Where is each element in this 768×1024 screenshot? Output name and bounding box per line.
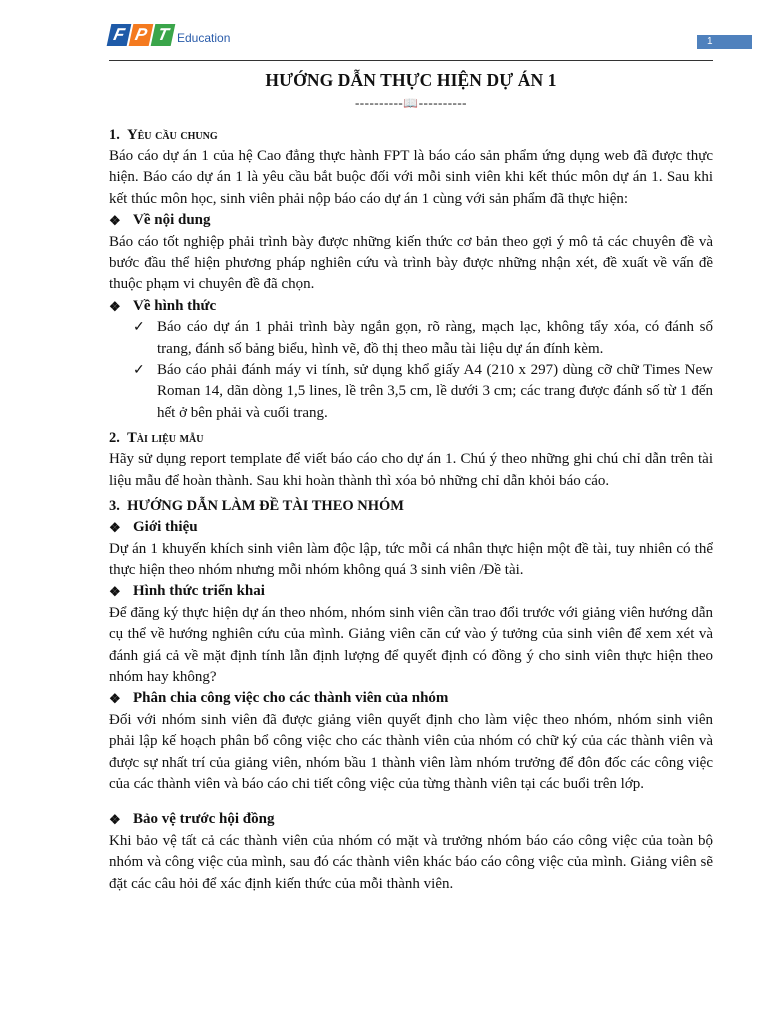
title-divider (109, 95, 713, 111)
section-2-paragraph: Hãy sử dụng report template để viết báo cáo cho dự án 1. Chú ý theo những ghi chú chỉ dẫn trên tài liệu mẫu để hoàn thành. Sau khi hoàn thành thì xóa bỏ những chỉ dẫn khỏi báo cáo. (109, 451, 713, 489)
spacer (109, 795, 713, 809)
subsection-intro-paragraph: Dự án 1 khuyến khích sinh viên làm độc lập, tức mỗi cá nhân thực hiện một đề tài, tuy nhiên có thể thực hiện theo nhóm nhưng mỗi nhóm không quá 3 sinh viên /Đề tài. (109, 540, 713, 578)
header-rule (109, 60, 713, 61)
fpt-logo-letters (109, 24, 173, 46)
logo-letter-t: T (151, 24, 176, 46)
book-icon: 📖 (403, 96, 419, 110)
subsection-defense-paragraph: Khi bảo vệ tất cả các thành viên của nhóm có mặt và trưởng nhóm báo cáo công việc của toàn bộ nhóm và công việc của mình, sau đó các thành viên khác báo cáo công việc của mình. Giảng viên sẽ đặt các câu hỏi để xác định kiến thức của mỗi thành viên. (109, 832, 713, 892)
section-2-number: 2. (109, 430, 120, 447)
subsection-content-title: Về nội dung (133, 212, 211, 229)
checkmark-icon: ✓ (133, 320, 145, 336)
subsection-defense (109, 809, 713, 830)
section-3-number: 3. (109, 498, 120, 515)
checklist-item-text: Báo cáo phải đánh máy vi tính, sử dụng khổ giấy A4 (210 x 297) dùng cỡ chữ Times New Roman 14, dãn dòng 1,5 lines, lề trên 3,5 cm, lề dưới 3 cm; các trang được đánh số từ 1 đến hết ở bên phải và cuối trang. (157, 362, 713, 421)
subsection-deployment-title: Hình thức triển khai (133, 583, 265, 600)
section-1-title: Yêu cầu chung (127, 127, 218, 143)
diamond-bullet-icon: ❖ (109, 213, 121, 229)
page-number-badge: 1 (697, 35, 752, 49)
subsection-content (109, 210, 713, 231)
divider-left: ---------- (354, 95, 404, 110)
document-body (109, 64, 713, 895)
fpt-education-logo (109, 24, 230, 46)
diamond-bullet-icon: ❖ (109, 520, 121, 536)
checklist-item (133, 317, 713, 360)
section-1-paragraph: Báo cáo dự án 1 của hệ Cao đẳng thực hành FPT là báo cáo sản phẩm ứng dụng web đã được thực hiện. Báo cáo dự án 1 là yêu cầu bắt buộc đối với mỗi sinh viên khi kết thúc môn dự án 1. Sau khi kết thúc môn học, sinh viên phải nộp báo cáo dự án 1 cùng với sản phẩm đã thực hiện: (109, 148, 713, 207)
section-3-heading (109, 496, 713, 517)
subsection-task-division-paragraph: Đối với nhóm sinh viên đã được giảng viên quyết định cho làm việc theo nhóm, nhóm sinh viên phải lập kế hoạch phân bổ công việc cho các thành viên của nhóm có chữ ký của các thành viên và được sự nhất trí của giảng viên, nhóm bầu 1 thành viên làm nhóm trưởng để đôn đốc các công việc của các thành viên và báo cáo chi tiết công việc của từng thành viên tại các buổi trên lớp. (109, 711, 713, 792)
diamond-bullet-icon: ❖ (109, 691, 121, 707)
subsection-intro-title: Giới thiệu (133, 519, 198, 536)
section-2-heading (109, 428, 713, 449)
logo-education-text: Education (177, 31, 231, 45)
checklist-item (133, 360, 713, 424)
diamond-bullet-icon: ❖ (109, 298, 121, 314)
subsection-format-title: Về hình thức (133, 297, 217, 314)
logo-letter-f: F (107, 24, 132, 46)
logo-letter-p: P (129, 24, 154, 46)
subsection-task-division-title: Phân chia công việc cho các thành viên của nhóm (133, 690, 449, 707)
subsection-task-division (109, 688, 713, 709)
section-2-title: Tài liệu mẫu (127, 430, 204, 447)
diamond-bullet-icon: ❖ (109, 812, 121, 828)
format-checklist (109, 317, 713, 424)
section-1-heading (109, 125, 713, 146)
document-title: HƯỚNG DẪN THỰC HIỆN DỰ ÁN 1 (265, 70, 557, 90)
subsection-deployment (109, 581, 713, 602)
subsection-intro (109, 517, 713, 538)
checkmark-icon: ✓ (133, 363, 145, 379)
section-3-title: HƯỚNG DẪN LÀM ĐỀ TÀI THEO NHÓM (127, 498, 404, 515)
section-1-number: 1. (109, 127, 120, 143)
subsection-defense-title: Bảo vệ trước hội đồng (133, 811, 275, 828)
subsection-deployment-paragraph: Để đăng ký thực hiện dự án theo nhóm, nhóm sinh viên cần trao đổi trước với giảng viên hướng dẫn cụ thể về hướng nghiên cứu của mình. Giảng viên căn cứ vào ý tưởng của sinh viên để xem xét và đánh giá cả về mặt định tính lẫn định lượng để quyết định có đồng ý cho sinh viên thực hiện theo nhóm hay không? (109, 604, 713, 685)
diamond-bullet-icon: ❖ (109, 584, 121, 600)
checklist-item-text: Báo cáo dự án 1 phải trình bày ngắn gọn, rõ ràng, mạch lạc, không tẩy xóa, có đánh số trang, đánh số bảng biểu, hình vẽ, đồ thị theo mẫu tài liệu dự án đính kèm. (157, 319, 713, 357)
divider-right: ---------- (418, 95, 468, 110)
subsection-content-paragraph: Báo cáo tốt nghiệp phải trình bày được những kiến thức cơ bản theo gợi ý mô tả các chuyên đề và bước đầu thể hiện phương pháp nghiên cứu và trình bày được những nhận xét, đề xuất về vấn đề thuộc phạm vi chuyên đề đã chọn. (109, 233, 713, 293)
subsection-format (109, 296, 713, 317)
